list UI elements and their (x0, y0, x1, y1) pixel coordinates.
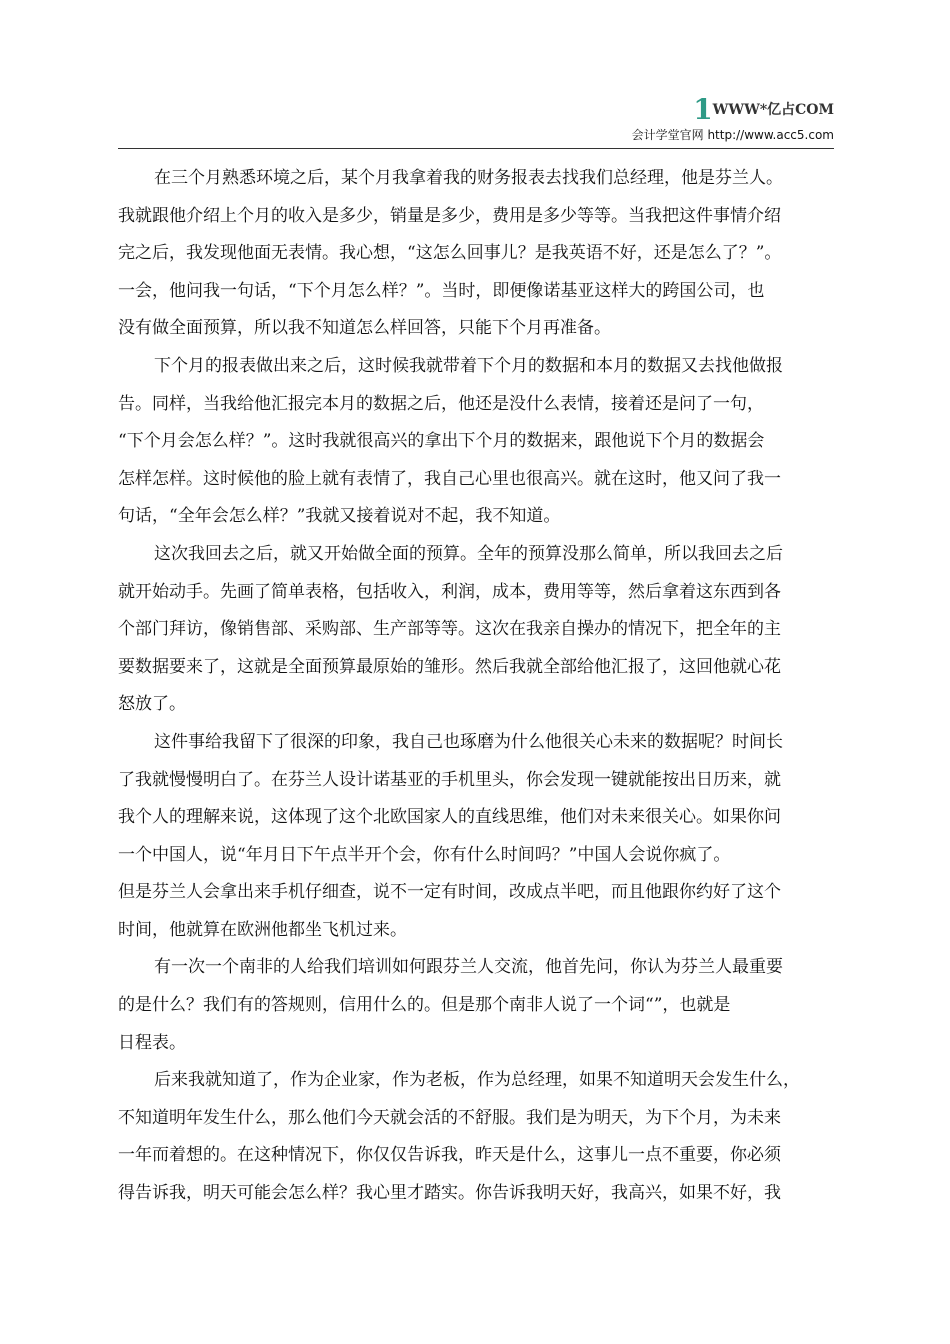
paragraph (118, 536, 848, 724)
paragraph-line: 句话，“全年会怎么样？”我就又接着说对不起，我不知道。 (118, 506, 561, 527)
paragraph-line: 个部门拜访，像销售部、采购部、生产部等等。这次在我亲自操办的情况下，把全年的主 (118, 619, 781, 640)
paragraph (118, 949, 848, 1062)
paragraph-line: 后来我就知道了，作为企业家，作为老板，作为总经理，如果不知道明天会发生什么， (154, 1070, 800, 1091)
paragraph (118, 348, 848, 536)
paragraph-line: 怒放了。 (118, 694, 186, 715)
paragraph-line: 我就跟他介绍上个月的收入是多少，销量是多少，费用是多少等等。当我把这件事情介绍 (118, 205, 781, 226)
paragraph (118, 160, 848, 348)
paragraph-line: 一年而着想的。在这种情况下，你仅仅告诉我，昨天是什么，这事儿一点不重要，你必须 (118, 1145, 781, 1166)
paragraph-line: 一个中国人，说“年月日下午点半开个会，你有什么时间吗？”中国人会说你疯了。 (118, 844, 731, 865)
paragraph-line: 得告诉我，明天可能会怎么样？我心里才踏实。你告诉我明天好，我高兴，如果不好，我 (118, 1183, 781, 1204)
paragraph-line: 在三个月熟悉环境之后，某个月我拿着我的财务报表去找我们总经理，他是芬兰人。 (154, 168, 783, 188)
paragraph-line: 的是什么？我们有的答规则，信用什么的。但是那个南非人说了一个词“”，也就是 (118, 995, 731, 1016)
document-body (118, 160, 848, 1213)
paragraph (118, 724, 848, 950)
site-url-text: 会计学堂官网 http://www.acc5.com (631, 128, 834, 142)
paragraph (118, 1062, 848, 1212)
page-header (118, 93, 834, 143)
paragraph-line: 要数据要来了，这就是全面预算最原始的雏形。然后我就全部给他汇报了，这回他就心花 (118, 656, 781, 677)
paragraph-line: 不知道明年发生什么，那么他们今天就会活的不舒服。我们是为明天，为下个月，为未来 (118, 1107, 781, 1128)
paragraph-line: 有一次一个南非的人给我们培训如何跟芬兰人交流，他首先问，你认为芬兰人最重要 (154, 957, 783, 978)
paragraph-line: 这件事给我留下了很深的印象，我自己也琢磨为什么他很关心未来的数据呢？时间长 (154, 731, 783, 752)
paragraph-line: 这次我回去之后，就又开始做全面的预算。全年的预算没那么简单，所以我回去之后 (154, 543, 783, 564)
paragraph-line: “下个月会怎么样？”。这时我就很高兴的拿出下个月的数据来，跟他说下个月的数据会 (118, 431, 765, 452)
logo-number: 1 (693, 93, 713, 126)
paragraph-line: 日程表。 (118, 1032, 186, 1053)
logo-text: WWW*亿占COM (712, 102, 834, 118)
paragraph-line: 完之后，我发现他面无表情。我心想，“这怎么回事儿？是我英语不好，还是怎么了？”。 (118, 243, 782, 264)
paragraph-line: 但是芬兰人会拿出来手机仔细查，说不一定有时间，改成点半吧，而且他跟你约好了这个 (118, 882, 781, 903)
paragraph-line: 下个月的报表做出来之后，这时候我就带着下个月的数据和本月的数据又去找他做报 (154, 355, 783, 376)
paragraph-line: 怎样怎样。这时候他的脸上就有表情了，我自己心里也很高兴。就在这时，他又问了我一 (118, 468, 781, 489)
paragraph-line: 没有做全面预算，所以我不知道怎么样回答，只能下个月再准备。 (118, 318, 611, 339)
site-logo (118, 93, 834, 126)
paragraph-line: 我个人的理解来说，这体现了这个北欧国家人的直线思维，他们对未来很关心。如果你问 (118, 807, 781, 828)
paragraph-line: 了我就慢慢明白了。在芬兰人设计诺基亚的手机里头，你会发现一键就能按出日历来，就 (118, 769, 781, 790)
paragraph-line: 时间，他就算在欧洲他都坐飞机过来。 (118, 919, 407, 940)
header-divider (118, 148, 834, 149)
paragraph-line: 一会，他问我一句话，“下个月怎么样？”。当时，即便像诺基亚这样大的跨国公司，也 (118, 280, 765, 301)
paragraph-line: 告。同样，当我给他汇报完本月的数据之后，他还是没什么表情，接着还是问了一句， (118, 393, 764, 414)
paragraph-line: 就开始动手。先画了简单表格，包括收入，利润，成本，费用等等，然后拿着这东西到各 (118, 581, 781, 602)
